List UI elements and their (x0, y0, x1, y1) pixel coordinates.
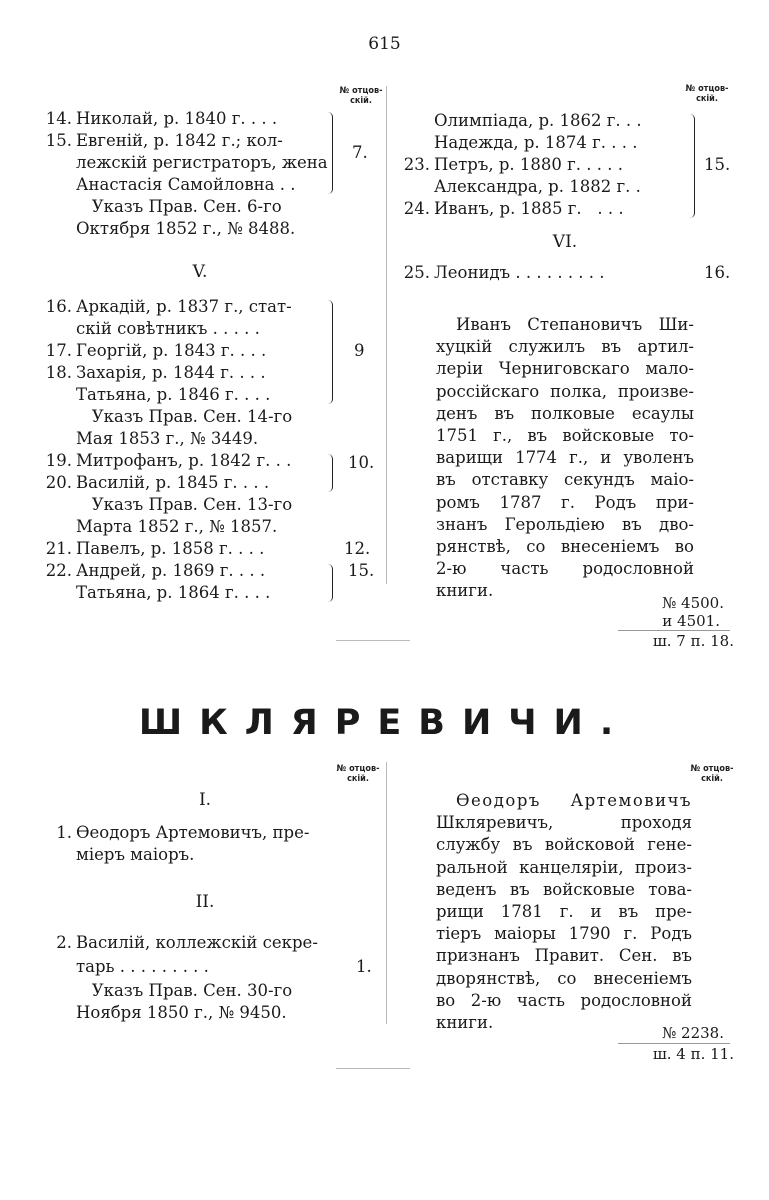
decree-line: Ноября 1850 г., № 9450. (76, 1003, 287, 1022)
decree-line: Марта 1852 г., № 1857. (76, 517, 278, 536)
entry-line: 25. Леонидъ . . . . . . . . . (403, 263, 605, 282)
decree-line: Октября 1852 г., № 8488. (76, 219, 296, 238)
family-title: ШКЛЯРЕВИЧИ. (138, 703, 631, 743)
paragraph-line: ромъ 1787 г. Родъ при- (436, 492, 694, 512)
paragraph-line: леріи Черниговскаго мало- (436, 359, 694, 379)
decree-line: Мая 1853 г., № 3449. (76, 429, 259, 448)
paragraph-line: въ отставку секундъ маіо- (436, 470, 694, 490)
entry-line: Татьяна, р. 1864 г. . . . (76, 583, 271, 602)
section-divider (336, 640, 410, 641)
bracket (326, 454, 333, 492)
column-header-left (330, 764, 386, 784)
column-header-text: № отцов- скій. (690, 764, 734, 784)
column-header-right (682, 84, 732, 104)
registry-number: № 4500. (662, 594, 724, 612)
reference-number: 1. (356, 957, 372, 976)
entry-line: Татьяна, р. 1846 г. . . . (76, 385, 271, 404)
entry-line: 16. Аркадій, р. 1837 г., стат- (45, 297, 292, 316)
entry-line: Олимпіада, р. 1862 г. . . (434, 111, 642, 130)
bracket (688, 114, 695, 218)
section-divider (336, 1068, 410, 1069)
column-header-text: № отцов- скій. (339, 86, 383, 106)
reference-rule (618, 630, 730, 631)
decree-line: Указъ Прав. Сен. 14-го (76, 407, 293, 426)
entry-line: 15. Евгеній, р. 1842 г.; кол- (45, 131, 283, 150)
paragraph-line: варищи 1774 г., и уволенъ (436, 448, 694, 468)
paragraph-line: книги. (436, 1013, 494, 1033)
paragraph-line: 2-ю часть родословной (436, 559, 694, 579)
paragraph-line: 1751 г., въ войсковые то- (436, 426, 694, 446)
biography-paragraph (436, 790, 692, 1034)
folio-reference: ш. 4 п. 11. (652, 1045, 734, 1063)
reference-rule (618, 1043, 730, 1044)
entry-line: 24. Иванъ, р. 1885 г. . . . (403, 199, 624, 218)
column-header-text: № отцов- скій. (685, 84, 729, 104)
paragraph-line: тіеръ маіоры 1790 г. Родъ (436, 924, 692, 944)
paragraph-line: веденъ въ войсковые това- (436, 879, 692, 899)
reference-number: 15. (348, 561, 375, 580)
entry-line: 19. Митрофанъ, р. 1842 г. . . (45, 451, 292, 470)
folio-reference: ш. 7 п. 18. (652, 632, 734, 650)
entry-line: 23. Петръ, р. 1880 г. . . . . (403, 155, 623, 174)
entry-line: 20. Василій, р. 1845 г. . . . (45, 473, 270, 492)
section-heading-vi: VI. (552, 232, 578, 252)
reference-number: 16. (704, 263, 731, 282)
entry-line: Надежда, р. 1874 г. . . . (434, 133, 638, 152)
entry-line: 14. Николай, р. 1840 г. . . . (45, 109, 278, 128)
paragraph-line: знанъ Герольдіею въ дво- (436, 514, 694, 534)
column-rule-bottom (386, 762, 387, 1024)
registry-number: № 2238. (662, 1024, 724, 1042)
entry-line: 18. Захарія, р. 1844 г. . . . (45, 363, 266, 382)
entry-line: Александра, р. 1882 г. . (434, 177, 641, 196)
entry-line: 22. Андрей, р. 1869 г. . . . (45, 561, 266, 580)
decree-line: Указъ Прав. Сен. 6-го (76, 197, 282, 216)
reference-number: 10. (348, 453, 375, 472)
entry-line: Анастасія Самойловна . . (76, 175, 296, 194)
paragraph-line: Ѳеодоръ Артемовичъ (456, 791, 692, 810)
entry-line: міеръ маіоръ. (76, 845, 195, 864)
entry-line: 2. Василій, коллежскій секре- (56, 933, 318, 952)
page-number: 615 (368, 34, 401, 54)
entry-line: скій совѣтникъ . . . . . (76, 319, 260, 338)
section-heading-i: I. (198, 790, 212, 810)
entry-line: 21. Павелъ, р. 1858 г. . . . (45, 539, 265, 558)
paragraph-line: службу въ войсковой гене- (436, 835, 692, 855)
column-header-text: № отцов- скій. (336, 764, 380, 784)
reference-number: 12. (344, 539, 371, 558)
bracket (326, 300, 333, 404)
paragraph-line: Шклярeвичъ, проходя (436, 813, 692, 833)
reference-number: 15. (704, 155, 731, 174)
paragraph-line: признанъ Правит. Сен. въ (436, 946, 692, 966)
bracket (326, 112, 333, 194)
decree-line: Указъ Прав. Сен. 13-го (76, 495, 293, 514)
paragraph-line: во 2-ю часть родословной (436, 990, 692, 1010)
registry-number: и 4501. (662, 612, 720, 630)
paragraph-line: хуцкій служилъ въ артил- (436, 337, 694, 357)
bracket (326, 564, 333, 602)
paragraph-line: ральной канцеляріи, произ- (436, 857, 692, 877)
paragraph-line: книги. (436, 581, 494, 601)
entry-line: тарь . . . . . . . . . (76, 957, 209, 976)
paragraph-line: рянствѣ, со внесеніемъ во (436, 537, 694, 557)
column-header-right (684, 764, 740, 784)
paragraph-line: дворянствѣ, со внесеніемъ (436, 968, 692, 988)
reference-number: 9 (354, 341, 365, 360)
paragraph-line: рищи 1781 г. и въ пре- (436, 902, 692, 922)
column-header-left (336, 86, 386, 106)
column-rule-top (386, 86, 387, 584)
paragraph-line: россійскаго полка, произве- (436, 381, 694, 401)
decree-line: Указъ Прав. Сен. 30-го (76, 981, 293, 1000)
entry-line: 17. Георгій, р. 1843 г. . . . (45, 341, 267, 360)
paragraph-line: денъ въ полковые есаулы (436, 403, 694, 423)
biography-paragraph (436, 314, 694, 603)
reference-number: 7. (352, 143, 368, 162)
entry-line: лежскій регистраторъ, жена (76, 153, 328, 172)
entry-line: 1. Ѳеодоръ Артемовичъ, пре- (56, 823, 310, 842)
section-heading-ii: II. (195, 892, 215, 912)
paragraph-line: Иванъ Степановичъ Ши- (456, 315, 694, 334)
section-heading-v: V. (192, 262, 208, 282)
